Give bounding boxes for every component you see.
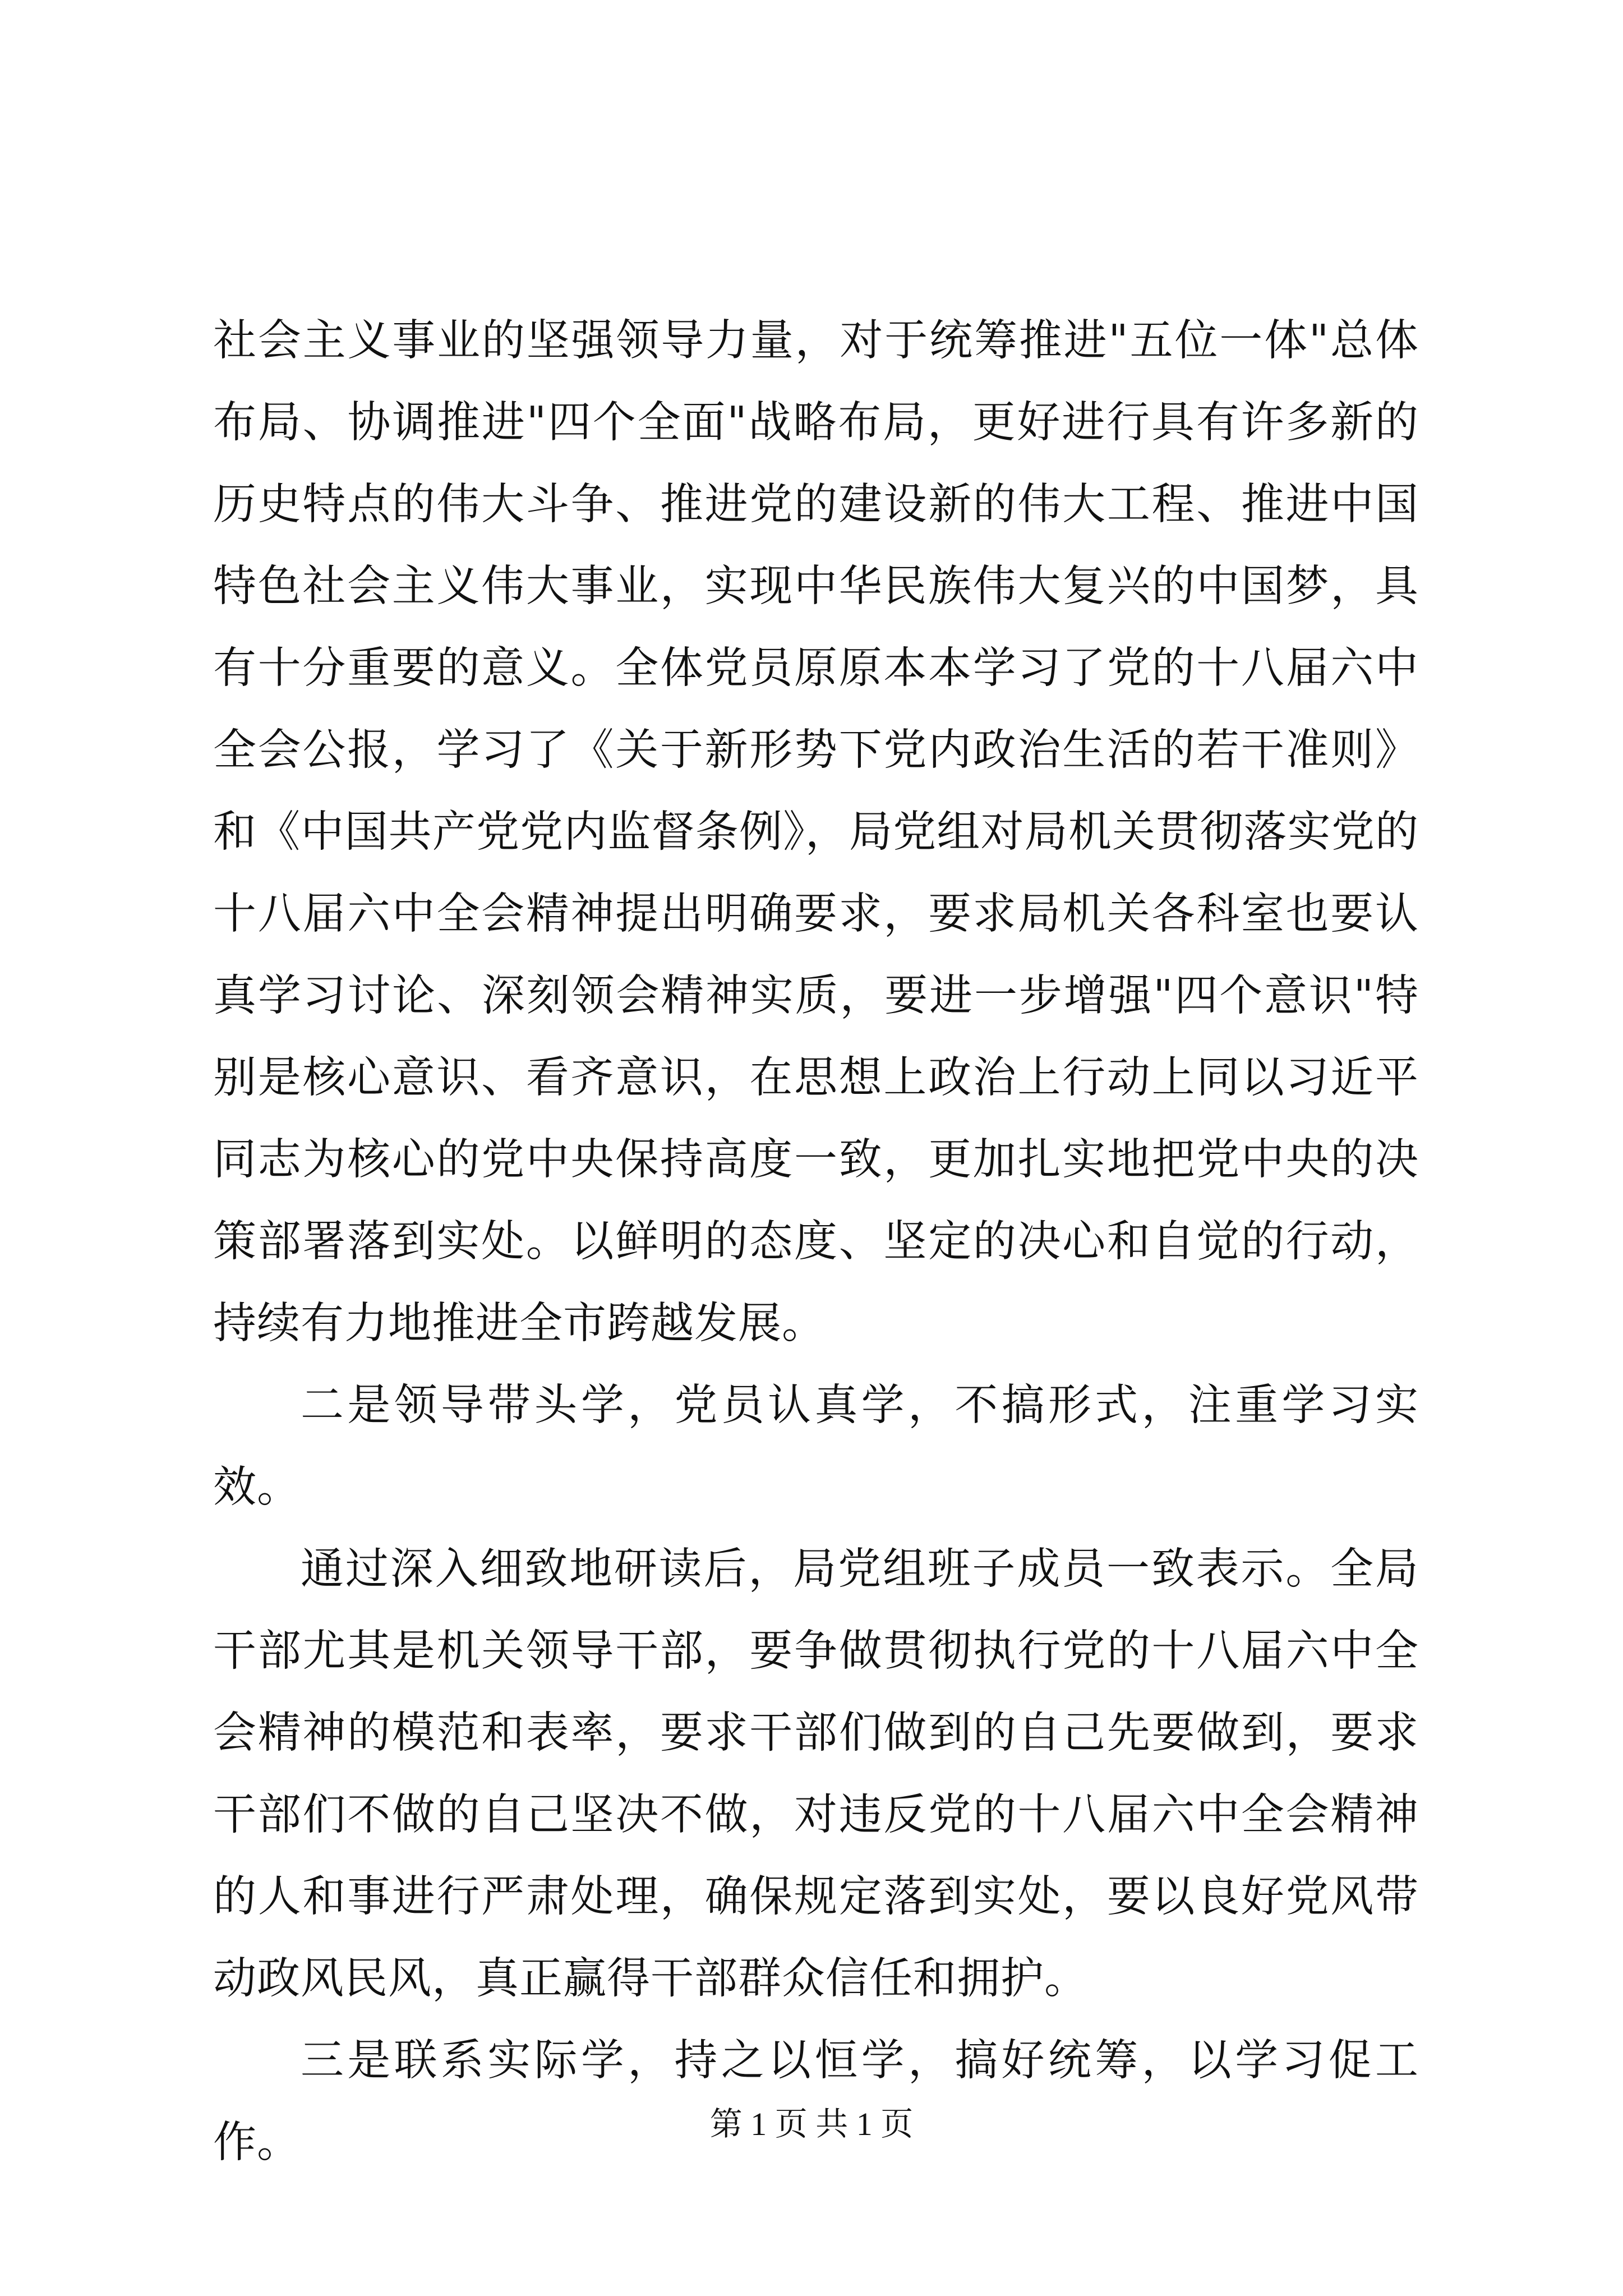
paragraph-1: 社会主义事业的坚强领导力量，对于统筹推进"五位一体"总体布局、协调推进"四个全面"战略布局，更好进行具有许多新的历史特点的伟大斗争、推进党的建设新的伟大工程、推进中国特色社会主义伟大事业，实现中华民族伟大复兴的中国梦，具有十分重要的意义。全体党员原原本本学习了党的十八届六中全会公报，学习了《关于新形势下党内政治生活的若干准则》和《中国共产党党内监督条例》，局党组对局机关贯彻落实党的十八届六中全会精神提出明确要求，要求局机关各科室也要认真学习讨论、深刻领会精神实质，要进一步增强"四个意识"特别是核心意识、看齐意识，在思想上政治上行动上同以习近平同志为核心的党中央保持高度一致，更加扎实地把党中央的决策部署落到实处。以鲜明的态度、坚定的决心和自觉的行动，持续有力地推进全市跨越发展。: [213, 316, 1419, 1349]
paragraph-2: 二是领导带头学，党员认真学，不搞形式，注重学习实效。: [213, 1381, 1419, 1512]
page-footer: 第 1 页 共 1 页: [709, 2106, 914, 2142]
document-body: [213, 300, 1419, 2184]
paragraph-3: 通过深入细致地研读后，局党组班子成员一致表示。全局干部尤其是机关领导干部，要争做贯彻执行党的十八届六中全会精神的模范和表率，要求干部们做到的自己先要做到，要求干部们不做的自己坚决不做，对违反党的十八届六中全会精神的人和事进行严肃处理，确保规定落到实处，要以良好党风带动政风民风，真正赢得干部群众信任和拥护。: [213, 1544, 1419, 2004]
paragraph-4: 三是联系实际学，持之以恒学，搞好统筹，以学习促工作。: [213, 2036, 1419, 2168]
